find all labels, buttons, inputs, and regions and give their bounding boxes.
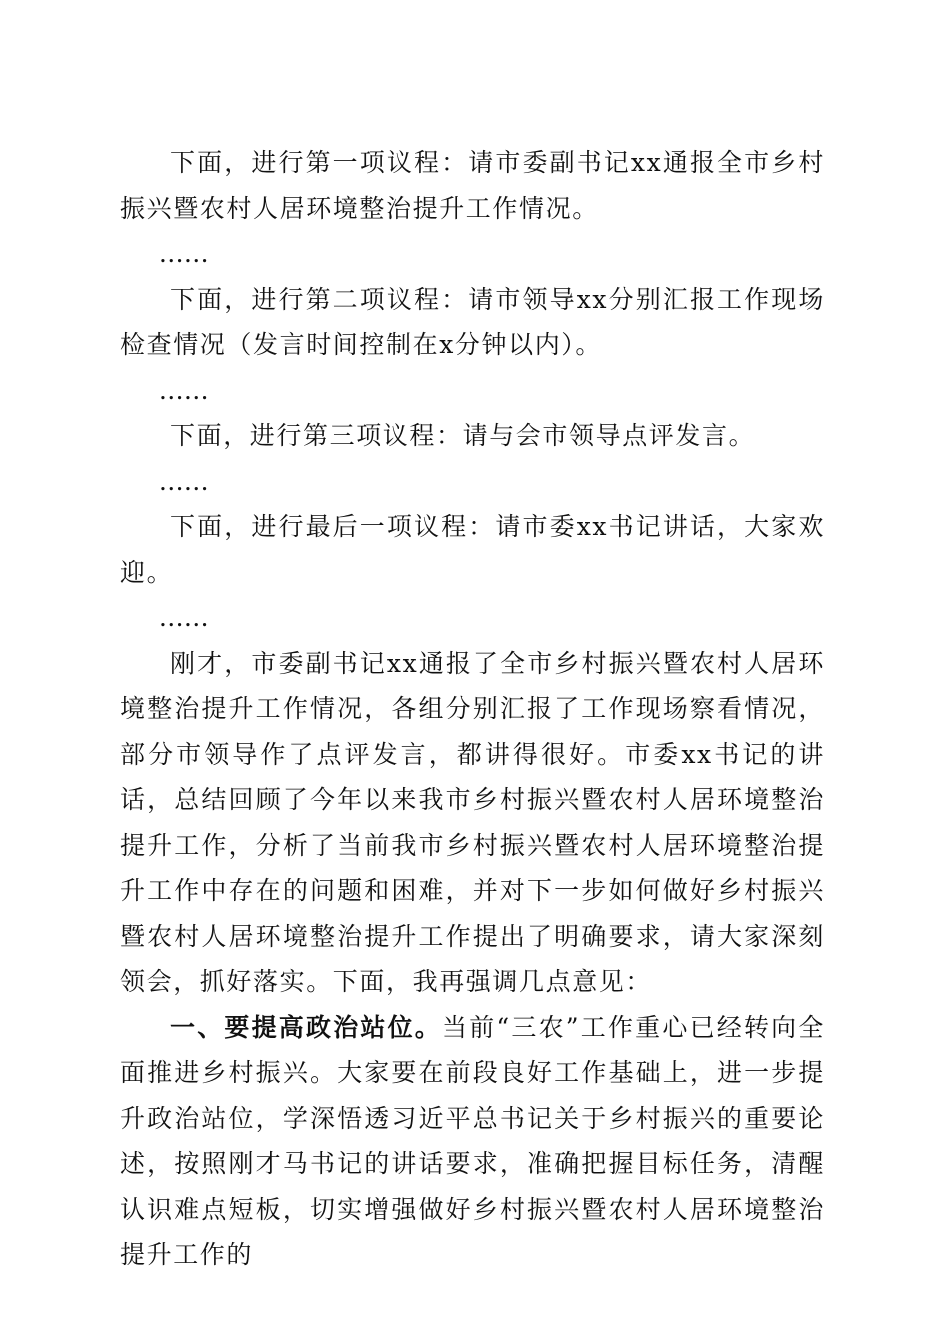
point-one-heading: 一、要提高政治站位。 [170,1012,443,1042]
agenda-item-final: 下面，进行最后一项议程：请市委xx书记讲话，大家欢迎。 [120,512,825,587]
document-body [120,140,825,1278]
agenda-item-one: 下面，进行第一项议程：请市委副书记xx通报全市乡村振兴暨农村人居环境整治提升工作情况。 [120,148,825,223]
ellipsis-one: …… [158,239,209,268]
ellipsis-two: …… [158,375,209,405]
ellipsis-four: …… [158,603,209,632]
agenda-item-two: 下面，进行第二项议程：请市领导xx分别汇报工作现场检查情况（发言时间控制在x分钟以内）。 [120,284,825,359]
ellipsis-three: …… [158,466,209,496]
summary-paragraph: 刚才，市委副书记xx通报了全市乡村振兴暨农村人居环境整治提升工作情况，各组分别汇报了工作现场察看情况，部分市领导作了点评发言，都讲得很好。市委xx书记的讲话，总结回顾了今年以来我市乡村振兴暨农村人居环境整治提升工作，分析了当前我市乡村振兴暨农村人居环境整治提升工作中存在的问题和困难，并对下一步如何做好乡村振兴暨农村人居环境整治提升工作提出了明确要求，请大家深刻领会，抓好落实。下面，我再强调几点意见： [120,648,825,996]
point-one-body: 当前“三农”工作重心已经转向全面推进乡村振兴。大家要在前段良好工作基础上，进一步提升政治站位，学深悟透习近平总书记关于乡村振兴的重要论述，按照刚才马书记的讲话要求，准确把握目标任务，清醒认识难点短板，切实增强做好乡村振兴暨农村人居环境整治提升工作的 [120,1012,825,1269]
agenda-item-three: 下面，进行第三项议程：请与会市领导点评发言。 [170,421,756,450]
point-one-paragraph [120,1005,825,1278]
